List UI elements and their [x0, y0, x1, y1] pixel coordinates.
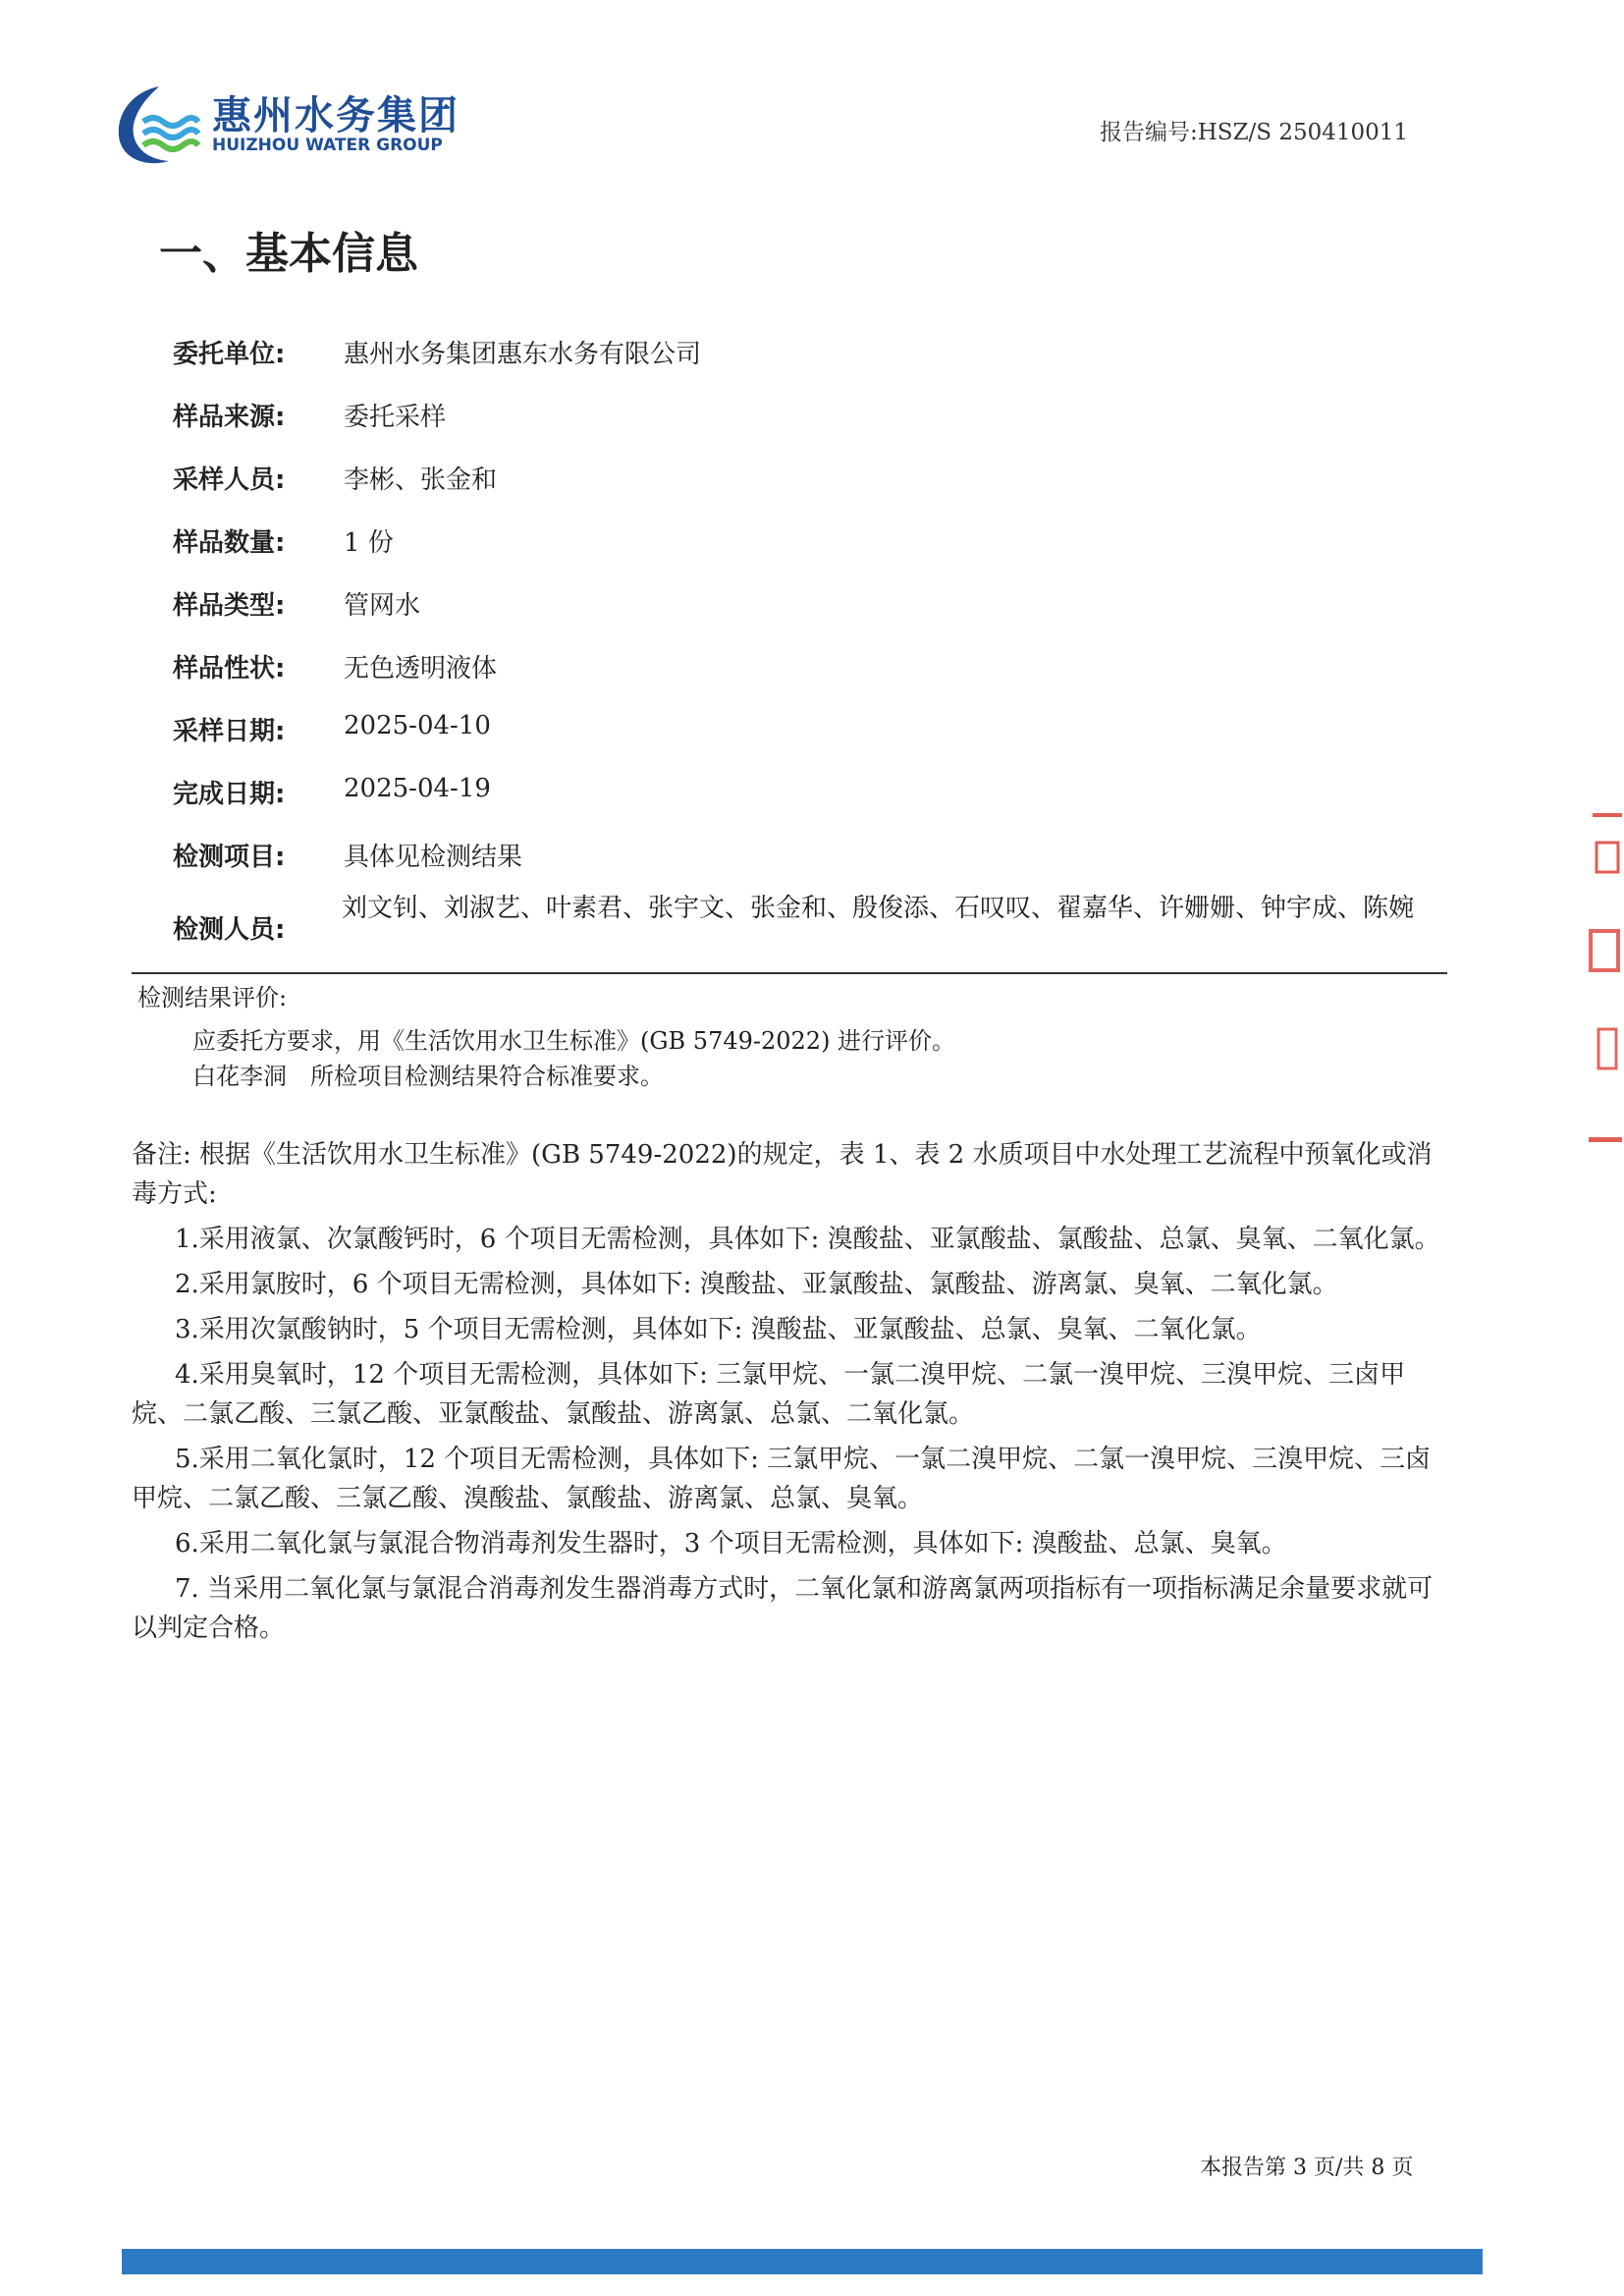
remarks-intro: 备注: 根据《生活饮用水卫生标准》(GB 5749-2022)的规定，表 1、表 2 水质项目中水处理工艺流程中预氧化或消毒方式: — [132, 1140, 1433, 1209]
remark-item: 1.采用液氯、次氯酸钙时，6 个项目无需检测，具体如下: 溴酸盐、亚氯酸盐、氯酸盐、总氯、臭氧、二氧化氯。 — [175, 1225, 1440, 1254]
info-label-appearance: 样品性状: — [173, 654, 286, 683]
remark-item: 5.采用二氧化氯时，12 个项目无需检测，具体如下: 三氯甲烷、一氯二溴甲烷、二氯一溴甲烷、三溴甲烷、三卤甲烷、二氯乙酸、三氯乙酸、溴酸盐、氯酸盐、游离氯、总氯、臭氧。 — [132, 1445, 1432, 1513]
info-label-type: 样品类型: — [173, 591, 286, 621]
company-logo — [110, 82, 463, 167]
info-label-sampling-date: 采样日期: — [173, 717, 286, 746]
remark-item: 4.采用臭氧时，12 个项目无需检测，具体如下: 三氯甲烷、一氯二溴甲烷、二氯一溴甲烷、三溴甲烷、三卤甲烷、二氯乙酸、三氯乙酸、亚氯酸盐、氯酸盐、游离氯、总氯、二氧化氯。 — [132, 1360, 1406, 1429]
info-value-sampling-date: 2025-04-10 — [344, 711, 491, 740]
logo-chinese-name: 惠州水务集团 — [212, 93, 460, 138]
info-value-sampler: 李彬、张金和 — [344, 465, 498, 495]
info-label-client: 委托单位: — [173, 340, 286, 369]
info-value-source: 委托采样 — [344, 403, 447, 432]
divider-line — [132, 972, 1447, 974]
evaluation-standard: 应委托方要求，用《生活饮用水卫生标准》(GB 5749-2022) 进行评价。 — [192, 1027, 956, 1055]
info-label-completion-date: 完成日期: — [173, 780, 286, 809]
evaluation-title: 检测结果评价: — [137, 984, 288, 1011]
info-value-test-items: 具体见检测结果 — [344, 843, 523, 872]
page-number: 本报告第 3 页/共 8 页 — [1200, 2156, 1414, 2180]
remark-item: 7. 当采用二氧化氯与氯混合消毒剂发生器消毒方式时，二氧化氯和游离氯两项指标有一项指标满足余量要求就可以判定合格。 — [132, 1574, 1434, 1643]
section-title: 一、基本信息 — [159, 229, 418, 279]
info-value-quantity: 1 份 — [344, 528, 394, 558]
info-value-appearance: 无色透明液体 — [344, 654, 498, 683]
info-value-staff: 刘文钊、刘淑艺、叶素君、张宇文、张金和、殷俊添、石叹叹、翟嘉华、许姗姗、钟宇成、陈婉 — [342, 894, 1415, 923]
info-value-type: 管网水 — [344, 591, 421, 621]
remarks-block — [132, 1135, 1449, 1654]
report-number: 报告编号:HSZ/S 250410011 — [1100, 120, 1409, 145]
logo-english-name: HUIZHOU WATER GROUP — [212, 136, 443, 155]
info-label-test-items: 检测项目: — [173, 843, 286, 872]
info-value-client: 惠州水务集团惠东水务有限公司 — [344, 340, 702, 369]
red-seal-fragment-icon — [1577, 813, 1624, 1186]
remark-item: 6.采用二氧化氯与氯混合物消毒剂发生器时，3 个项目无需检测，具体如下: 溴酸盐、总氯、臭氧。 — [175, 1529, 1287, 1558]
water-drop-logo-icon — [110, 82, 204, 167]
info-label-source: 样品来源: — [173, 403, 286, 432]
evaluation-conclusion: 白花李洞 所检项目检测结果符合标准要求。 — [192, 1063, 664, 1090]
remark-item: 3.采用次氯酸钠时，5 个项目无需检测，具体如下: 溴酸盐、亚氯酸盐、总氯、臭氧、二氧化氯。 — [175, 1315, 1262, 1344]
footer-bar — [122, 2249, 1483, 2274]
info-label-quantity: 样品数量: — [173, 528, 286, 558]
info-value-completion-date: 2025-04-19 — [344, 774, 491, 803]
info-label-sampler: 采样人员: — [173, 465, 286, 495]
info-label-staff: 检测人员: — [173, 915, 286, 945]
remark-item: 2.采用氯胺时，6 个项目无需检测，具体如下: 溴酸盐、亚氯酸盐、氯酸盐、游离氯、臭氧、二氧化氯。 — [175, 1270, 1338, 1299]
